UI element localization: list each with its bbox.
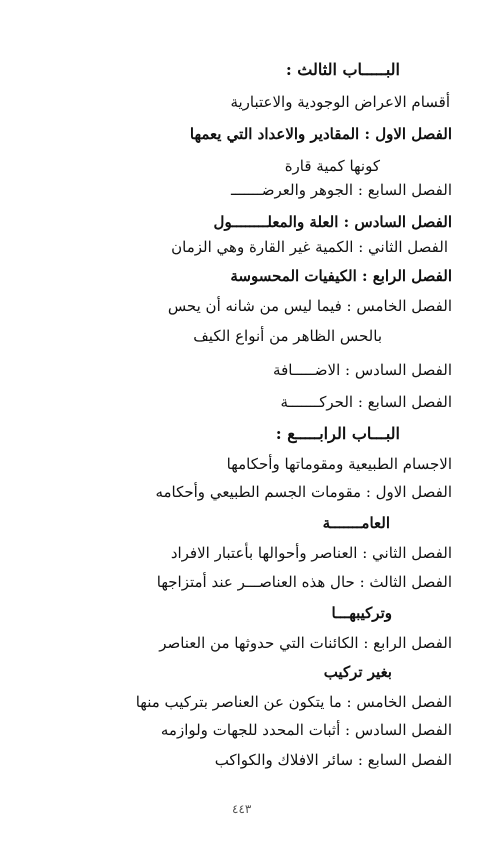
section-line: الفصل الاول : المقادير والاعداد التي يعمها bbox=[189, 125, 452, 143]
section-line-continuation: العامـــــــة bbox=[322, 514, 390, 532]
page-number: ٤٤٣ bbox=[232, 802, 252, 816]
section-line-continuation: وتركيبهـــا bbox=[331, 604, 392, 622]
section-line: الفصل السابع : سائر الافلاك والكواكب bbox=[214, 751, 452, 769]
section-line-continuation: كونها كمية قارة bbox=[284, 157, 380, 175]
chapter-four-subtitle: الاجسام الطبيعية ومقوماتها وأحكامها bbox=[226, 455, 452, 473]
section-line: الفصل الرابع : الكيفيات المحسوسة bbox=[230, 267, 452, 285]
section-line: الفصل الرابع : الكائنات التي حدوثها من العناصر bbox=[159, 634, 452, 652]
section-line: الفصل الثاني : العناصر وأحوالها بأعتبار الافراد bbox=[170, 544, 452, 562]
section-line: الفصل الخامس : ما يتكون عن العناصر بتركيب منها bbox=[135, 693, 452, 711]
section-line: الفصل السادس : العلة والمعلــــــــول bbox=[213, 213, 452, 231]
section-line: الفصل السابع : الحركـــــــة bbox=[280, 393, 452, 411]
section-line: الفصل الثاني : الكمية غير القارة وهي الزمان bbox=[171, 238, 448, 256]
section-line: الفصل السابع : الجوهر والعرضـــــــ bbox=[230, 181, 452, 199]
section-line-continuation: بغير تركيب bbox=[323, 663, 392, 681]
section-line: الفصل الاول : مقومات الجسم الطبيعي وأحكامه bbox=[155, 483, 452, 501]
section-line: الفصل الخامس : فيما ليس من شانه أن يحس bbox=[167, 297, 452, 315]
section-line: الفصل الثالث : حال هذه العناصـــر عند أمتزاجها bbox=[156, 573, 452, 591]
chapter-three-subtitle: أقسام الاعراض الوجودية والاعتبارية bbox=[230, 93, 450, 111]
section-line-continuation: بالحس الظاهر من أنواع الكيف bbox=[193, 327, 382, 345]
section-line: الفصل السادس : الاضـــــافة bbox=[273, 361, 452, 379]
section-line: الفصل السادس : أثبات المحدد للجهات ولوازمه bbox=[160, 721, 452, 739]
chapter-three-heading: البـــــاب الثالث : bbox=[285, 60, 400, 79]
chapter-four-heading: البـــاب الرابـــــع : bbox=[275, 424, 400, 443]
